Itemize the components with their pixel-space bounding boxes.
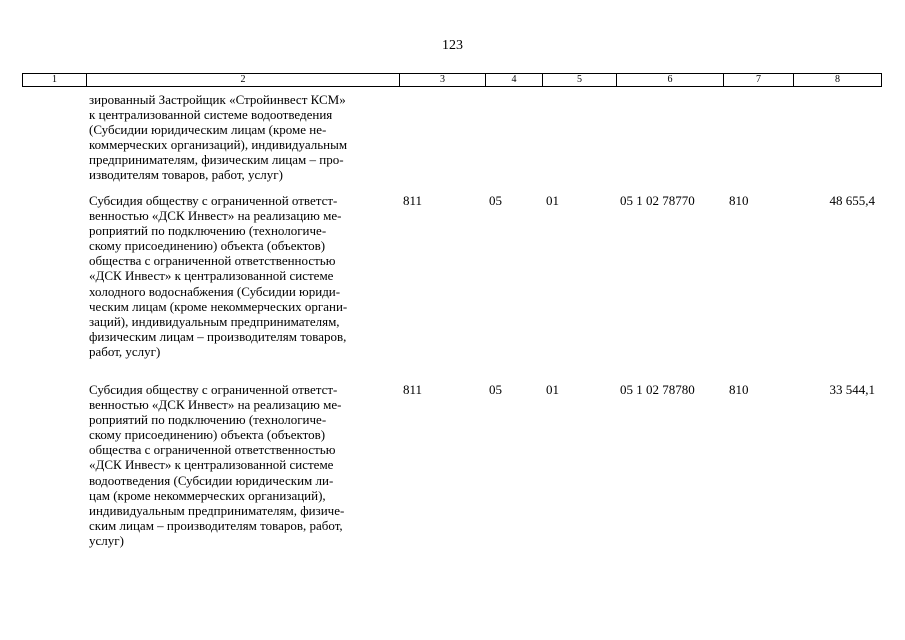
row-description: зированный Застройщик «Стройинвест КСМ» к централизованной системе водоотведения (Субсидии юридическим лицам (кроме не- коммерческих организаций), индивидуальным предпринимателям, физическим лицам – про- изводителям товаров, работ, услуг): [89, 92, 348, 183]
header-col-6: 6: [616, 74, 723, 86]
row-target-code: 05 1 02 78780: [620, 382, 695, 397]
row-expense-type: 810: [729, 382, 749, 397]
page-number: 123: [442, 38, 463, 53]
row-description: Субсидия обществу с ограниченной ответст- венностью «ДСК Инвест» на реализацию ме- роприятий по подключению (технологиче- скому присоединению) объекта (объектов) общества с ограниченной ответственностью «ДСК Инвест» к централизованной системе холодного водоснабжения (Субсидии юриди- ческим лицам (кроме некоммерческих органи- заций), индивидуальным предпринимателям, физическим лицам – производителям товаров, работ, услуг): [89, 193, 348, 359]
row-description: Субсидия обществу с ограниченной ответст- венностью «ДСК Инвест» на реализацию ме- роприятий по подключению (технологиче- скому присоединению) объекта (объектов) общества с ограниченной ответственностью «ДСК Инвест» к централизованной системе водоотведения (Субсидии юридическим ли- цам (кроме некоммерческих организаций), индивидуальным предпринимателям, физиче- ским лицам – производителям товаров, работ, услуг): [89, 382, 345, 548]
row-section: 05: [489, 193, 502, 208]
header-col-1: 1: [52, 74, 57, 85]
row-expense-type: 810: [729, 193, 749, 208]
header-col-7: 7: [723, 74, 793, 86]
header-col-8: 8: [793, 74, 881, 86]
header-col-2: 2: [86, 74, 399, 86]
row-amount: 48 655,4: [829, 193, 875, 208]
row-subsection: 01: [546, 382, 559, 397]
header-col-5: 5: [542, 74, 616, 86]
row-gov-code: 811: [403, 382, 423, 397]
row-gov-code: 811: [403, 193, 423, 208]
row-target-code: 05 1 02 78770: [620, 193, 695, 208]
header-col-4: 4: [485, 74, 542, 86]
table-header: [22, 73, 882, 87]
row-amount: 33 544,1: [829, 382, 875, 397]
header-col-3: 3: [399, 74, 485, 86]
row-subsection: 01: [546, 193, 559, 208]
row-section: 05: [489, 382, 502, 397]
